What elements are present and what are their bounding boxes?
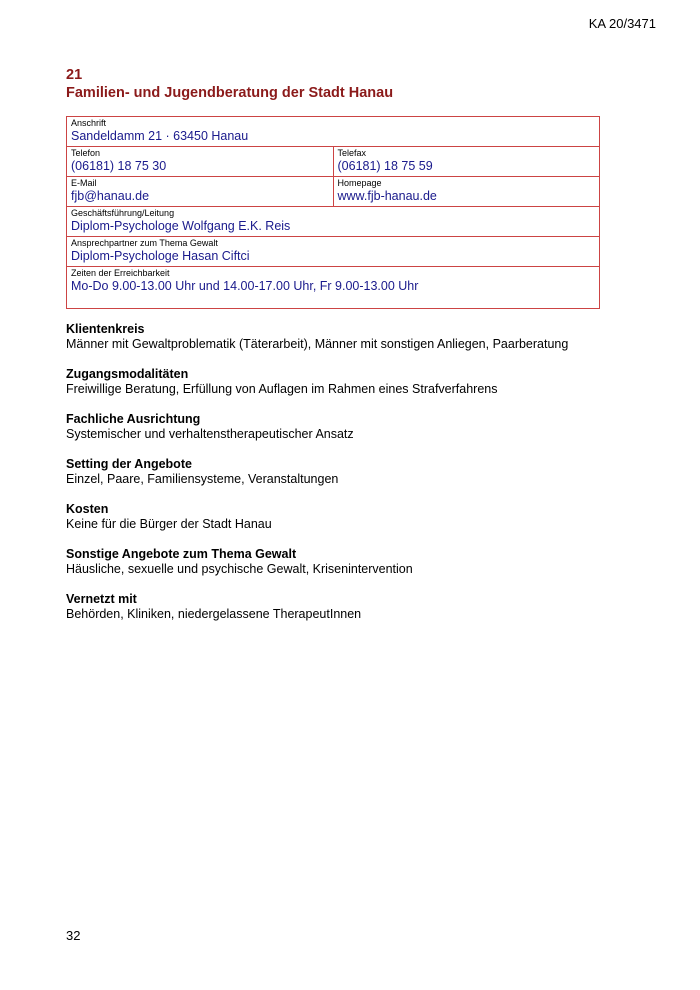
section-title: Zugangsmodalitäten <box>66 367 189 381</box>
address-value: Sandeldamm 21 · 63450 Hanau <box>71 129 249 143</box>
section-title: Kosten <box>66 502 109 516</box>
management-label: Geschäftsführung/Leitung <box>71 208 175 218</box>
contact-person-cell <box>67 237 600 267</box>
section-client-group <box>66 322 646 352</box>
phone-cell <box>67 147 334 177</box>
phone-label: Telefon <box>71 148 101 158</box>
homepage-label: Homepage <box>337 178 382 188</box>
email-value[interactable]: fjb@hanau.de <box>71 189 150 203</box>
homepage-cell <box>333 177 600 207</box>
section-text: Männer mit Gewaltproblematik (Täterarbeit), Männer mit sonstigen Anliegen, Paarberatung <box>66 337 569 351</box>
section-text: Freiwillige Beratung, Erfüllung von Auflagen im Rahmen eines Strafverfahrens <box>66 382 498 396</box>
contact-table <box>66 116 600 309</box>
hours-cell <box>67 267 600 309</box>
section-title: Fachliche Ausrichtung <box>66 412 201 426</box>
section-costs <box>66 502 646 532</box>
section-title: Vernetzt mit <box>66 592 137 606</box>
homepage-value[interactable]: www.fjb-hanau.de <box>337 189 437 203</box>
hours-value: Mo-Do 9.00-13.00 Uhr und 14.00-17.00 Uhr, Fr 9.00-13.00 Uhr <box>71 279 419 293</box>
entry-title: Familien- und Jugendberatung der Stadt Hanau <box>66 85 394 101</box>
section-setting <box>66 457 646 487</box>
section-title: Klientenkreis <box>66 322 145 336</box>
hours-label: Zeiten der Erreichbarkeit <box>71 268 170 278</box>
document-reference: KA 20/3471 <box>588 16 656 31</box>
management-cell <box>67 207 600 237</box>
phone-value: (06181) 18 75 30 <box>71 159 167 173</box>
section-title: Setting der Angebote <box>66 457 192 471</box>
management-value: Diplom-Psychologe Wolfgang E.K. Reis <box>71 219 291 233</box>
fax-cell <box>333 147 600 177</box>
section-text: Einzel, Paare, Familiensysteme, Veranstaltungen <box>66 472 339 486</box>
email-label: E-Mail <box>71 178 97 188</box>
fax-label: Telefax <box>337 148 367 158</box>
address-label: Anschrift <box>71 118 107 128</box>
section-text: Häusliche, sexuelle und psychische Gewalt, Krisenintervention <box>66 562 413 576</box>
entry-number: 21 <box>66 67 83 83</box>
section-text: Keine für die Bürger der Stadt Hanau <box>66 517 272 531</box>
entry-heading <box>66 66 606 102</box>
address-cell <box>67 117 600 147</box>
info-sections <box>66 322 646 637</box>
section-text: Behörden, Kliniken, niedergelassene TherapeutInnen <box>66 607 362 621</box>
contact-person-label: Ansprechpartner zum Thema Gewalt <box>71 238 218 248</box>
section-approach <box>66 412 646 442</box>
section-access <box>66 367 646 397</box>
section-network <box>66 592 646 622</box>
section-text: Systemischer und verhaltenstherapeutischer Ansatz <box>66 427 354 441</box>
section-title: Sonstige Angebote zum Thema Gewalt <box>66 547 297 561</box>
page-number: 32 <box>66 928 81 943</box>
section-other-offers <box>66 547 646 577</box>
email-cell <box>67 177 334 207</box>
contact-person-value: Diplom-Psychologe Hasan Ciftci <box>71 249 250 263</box>
fax-value: (06181) 18 75 59 <box>337 159 433 173</box>
